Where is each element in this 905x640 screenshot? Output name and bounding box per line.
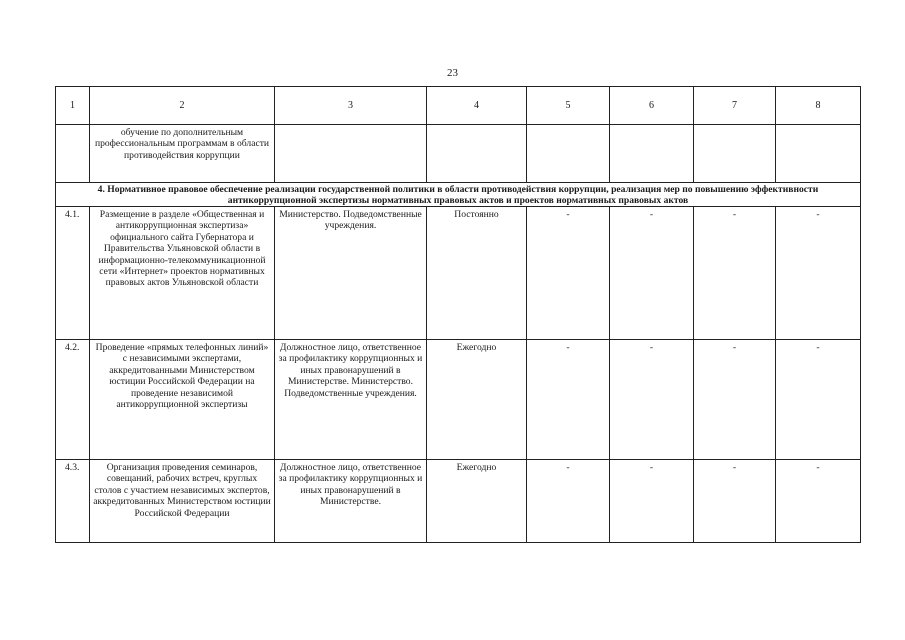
table-row xyxy=(56,460,861,543)
row-col-5: - xyxy=(527,207,610,340)
row-term: Ежегодно xyxy=(427,460,527,543)
row-col-6: - xyxy=(610,207,694,340)
row-term: Ежегодно xyxy=(427,340,527,460)
row-col-7: - xyxy=(694,340,776,460)
row-col-7: - xyxy=(694,207,776,340)
header-cell-4: 4 xyxy=(427,87,527,125)
row-col-6: - xyxy=(610,340,694,460)
row-col-8: - xyxy=(776,207,861,340)
header-cell-7: 7 xyxy=(694,87,776,125)
header-cell-1: 1 xyxy=(56,87,90,125)
row-term: Постоянно xyxy=(427,207,527,340)
row-col-5: - xyxy=(527,460,610,543)
row-number: 4.1. xyxy=(56,207,90,340)
table-row xyxy=(56,207,861,340)
header-cell-8: 8 xyxy=(776,87,861,125)
section-heading: 4. Нормативное правовое обеспечение реализации государственной политики в области противодействия коррупции, реализация мер по повышению эффективности антикоррупционной экспертизы нормативных правовых актов и проектов нормативных правовых актов xyxy=(56,183,861,207)
continuation-row xyxy=(56,125,861,183)
row-event: Организация проведения семинаров, совещаний, рабочих встреч, круглых столов с участием независимых экспертов, аккредитованных Министерством юстиции Российской Федерации xyxy=(90,460,275,543)
header-cell-5: 5 xyxy=(527,87,610,125)
table-cell xyxy=(610,125,694,183)
section-heading-row xyxy=(56,183,861,207)
table-row xyxy=(56,340,861,460)
header-cell-3: 3 xyxy=(275,87,427,125)
table-cell xyxy=(527,125,610,183)
table-cell xyxy=(694,125,776,183)
header-cell-6: 6 xyxy=(610,87,694,125)
row-number: 4.2. xyxy=(56,340,90,460)
row-number: 4.3. xyxy=(56,460,90,543)
header-cell-2: 2 xyxy=(90,87,275,125)
table-cell xyxy=(275,125,427,183)
row-event: Проведение «прямых телефонных линий» с независимыми экспертами, аккредитованными Министерством юстиции Российской Федерации на проведение независимой антикоррупционной экспертизы xyxy=(90,340,275,460)
row-responsible: Должностное лицо, ответственное за профилактику коррупционных и иных правонарушений в Министерстве. xyxy=(275,460,427,543)
continuation-text: обучение по дополнительным профессиональным программам в области противодействия коррупции xyxy=(90,125,275,183)
measures-table xyxy=(55,86,861,543)
row-responsible: Министерство. Подведомственные учреждения. xyxy=(275,207,427,340)
row-col-6: - xyxy=(610,460,694,543)
row-responsible: Должностное лицо, ответственное за профилактику коррупционных и иных правонарушений в Министерстве. Министерство. Подведомственные учреждения. xyxy=(275,340,427,460)
table-cell xyxy=(427,125,527,183)
row-col-8: - xyxy=(776,460,861,543)
page-number: 23 xyxy=(447,67,458,79)
row-col-7: - xyxy=(694,460,776,543)
row-col-5: - xyxy=(527,340,610,460)
table-header-row xyxy=(56,87,861,125)
row-col-8: - xyxy=(776,340,861,460)
table-cell xyxy=(56,125,90,183)
table-cell xyxy=(776,125,861,183)
row-event: Размещение в разделе «Общественная и антикоррупционная экспертиза» официального сайта Губернатора и Правительства Ульяновской области в информационно-телекоммуникационной сети «Интернет» проектов нормативных правовых актов Ульяновской области xyxy=(90,207,275,340)
